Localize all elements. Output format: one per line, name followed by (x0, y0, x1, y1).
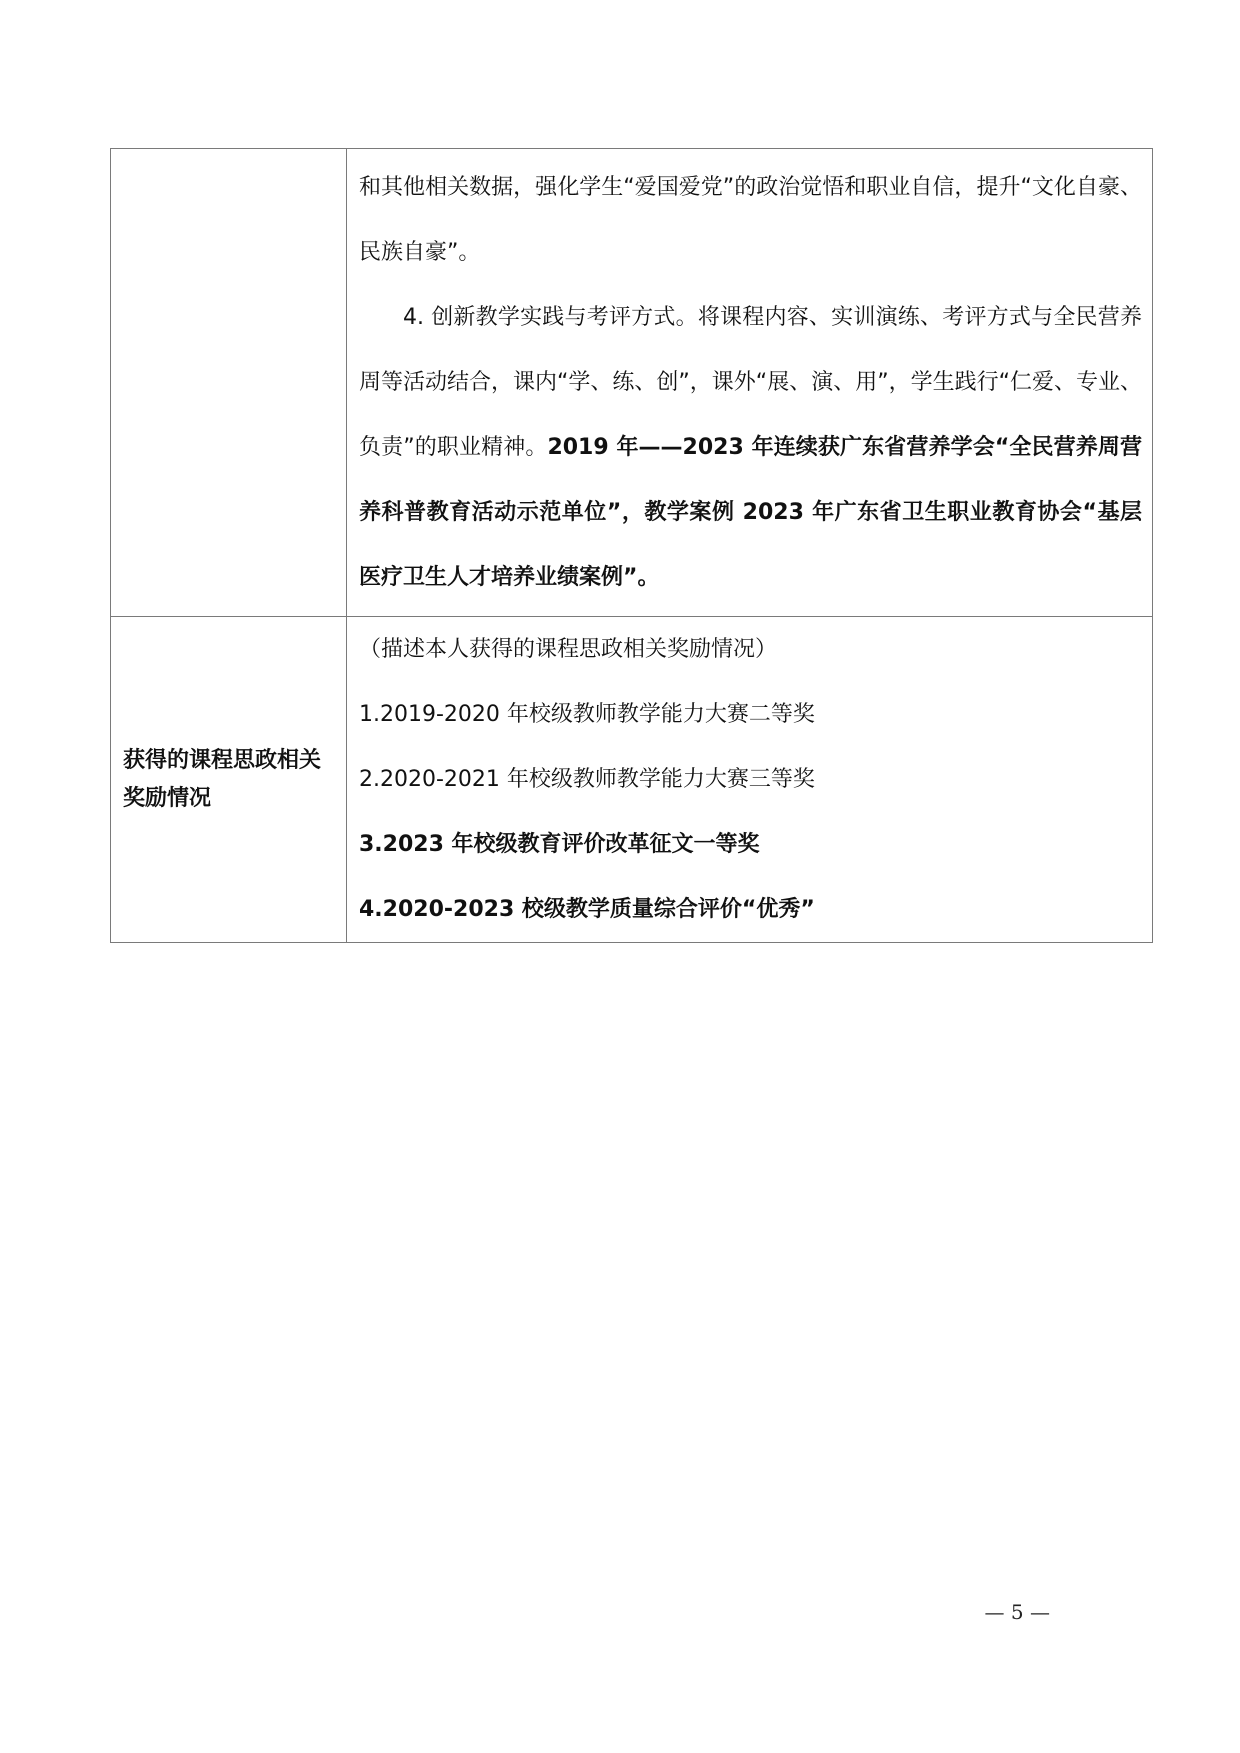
table-row (111, 617, 1153, 943)
paragraph-2-bold: 2019 年——2023 年连续获广东省营养学会“全民营养周营养科普教育活动示范单位”，教学案例 2023 年广东省卫生职业教育协会“基层医疗卫生人才培养业绩案例”。 (359, 435, 1142, 590)
award-item: 2.2020-2021 年校级教师教学能力大赛三等奖 (359, 767, 815, 792)
award-item: 1.2019-2020 年校级教师教学能力大赛二等奖 (359, 702, 815, 727)
paragraph-2-normal: 4. 创新教学实践与考评方式。将课程内容、实训演练、考评方式与全民营养周等活动结合，课内“学、练、创”，课外“展、演、用”，学生践行“仁爱、专业、负责”的职业精神。 (359, 305, 1142, 460)
awards-label: 获得的课程思政相关奖励情况 (123, 747, 322, 811)
table-row (111, 149, 1153, 617)
award-item: 3.2023 年校级教育评价改革征文一等奖 (359, 832, 760, 857)
award-item: 4.2020-2023 校级教学质量综合评价“优秀” (359, 897, 815, 922)
row2-label-cell (111, 617, 347, 943)
paragraph-2 (359, 285, 1142, 610)
form-table (110, 148, 1153, 943)
row1-label-cell (111, 149, 347, 617)
page-number: — 5 — (984, 1600, 1050, 1624)
row2-content-cell (347, 617, 1153, 943)
awards-description: （描述本人获得的课程思政相关奖励情况） (359, 637, 778, 662)
paragraph-1: 和其他相关数据，强化学生“爱国爱党”的政治觉悟和职业自信，提升“文化自豪、民族自豪”。 (359, 175, 1142, 265)
row1-content-cell (347, 149, 1153, 617)
